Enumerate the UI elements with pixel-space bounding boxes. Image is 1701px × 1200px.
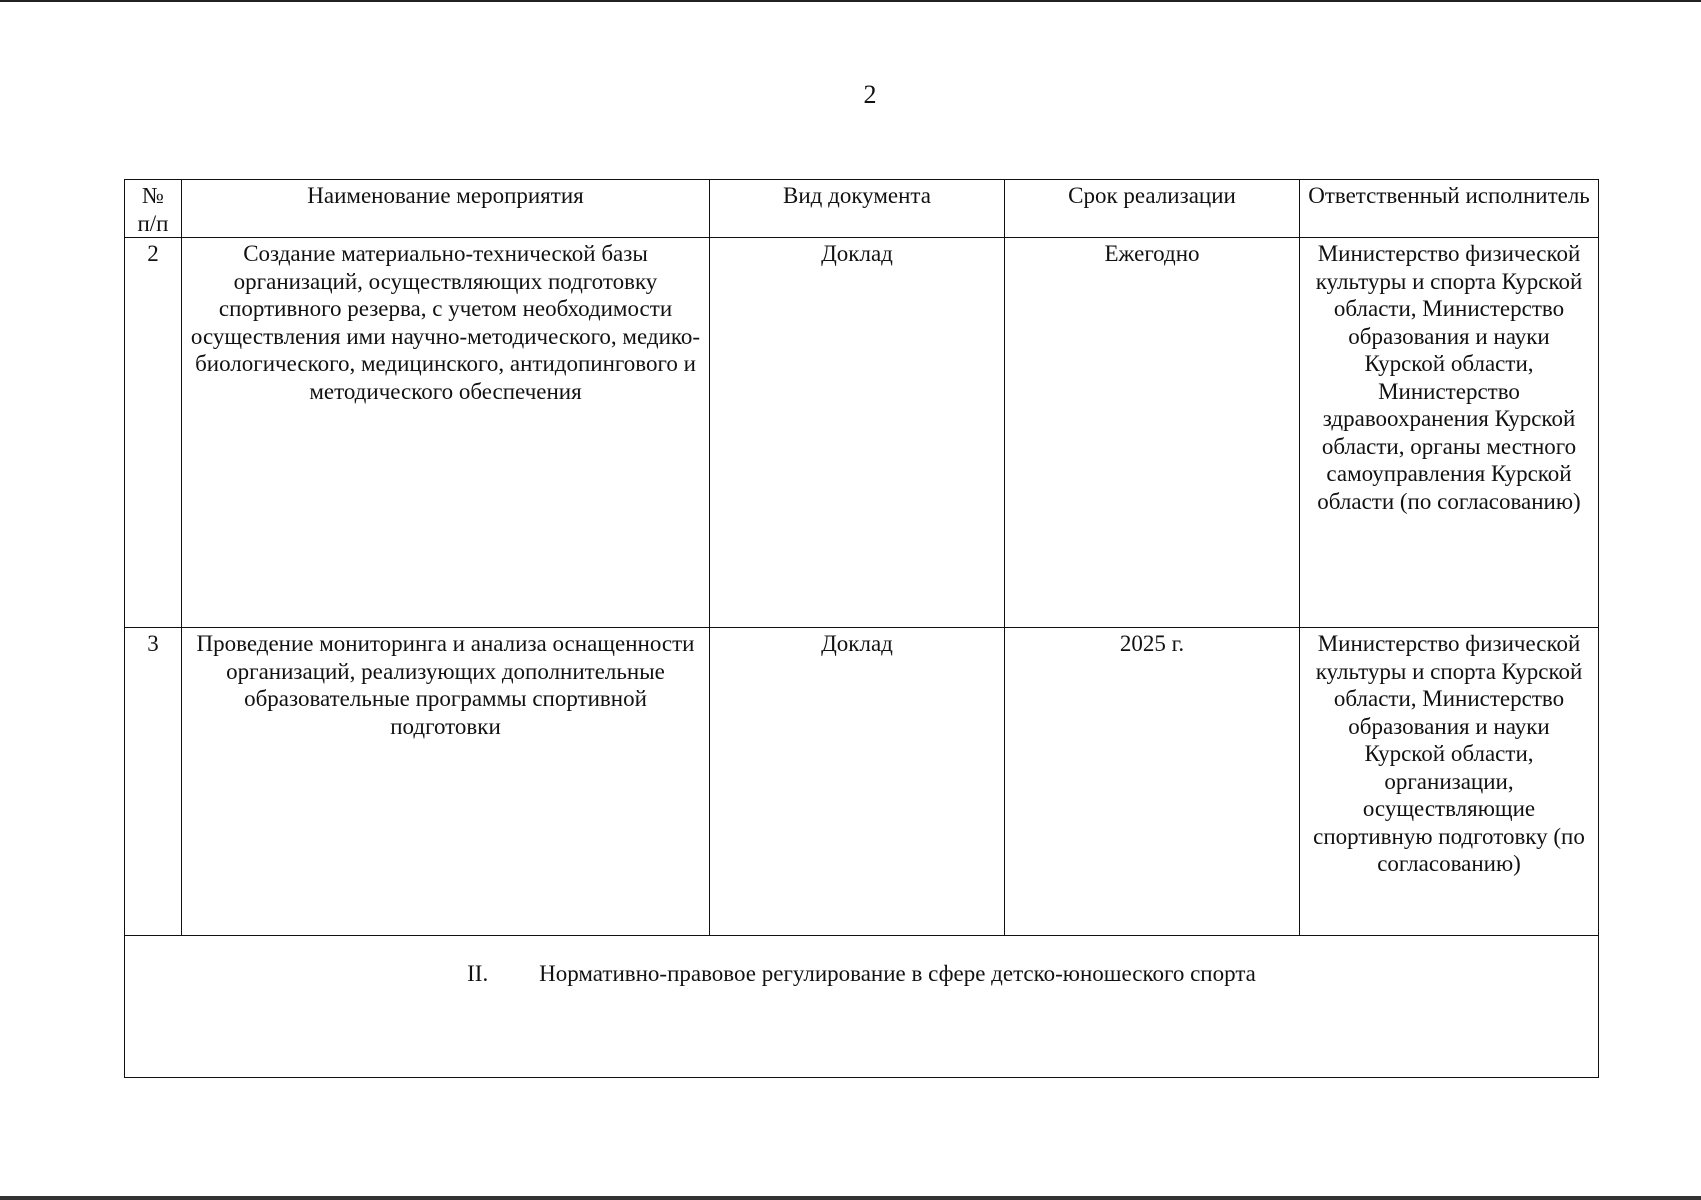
cell-num: 3 — [125, 628, 182, 936]
section-heading-row — [125, 936, 1599, 1078]
section-number: II. — [467, 961, 489, 986]
table-row — [125, 238, 1599, 628]
header-responsible: Ответственный исполнитель — [1300, 180, 1599, 238]
cell-term: 2025 г. — [1005, 628, 1300, 936]
table-row — [125, 628, 1599, 936]
header-term: Срок реализации — [1005, 180, 1300, 238]
events-table — [124, 179, 1599, 1078]
cell-doc-type: Доклад — [710, 628, 1005, 936]
cell-responsible: Министерство физической культуры и спорта Курской области, Министерство образования и науки Курской области, организации, осуществляющие спортивную подготовку (по согласованию) — [1300, 628, 1599, 936]
scan-edge-top — [0, 0, 1701, 2]
header-num: № п/п — [125, 180, 182, 238]
table-header-row — [125, 180, 1599, 238]
section-heading-cell — [125, 936, 1599, 1078]
page-number: 2 — [863, 80, 877, 109]
cell-term: Ежегодно — [1005, 238, 1300, 628]
header-name: Наименование мероприятия — [182, 180, 710, 238]
cell-name: Проведение мониторинга и анализа оснащенности организаций, реализующих дополнительные образовательные программы спортивной подготовки — [182, 628, 710, 936]
cell-responsible: Министерство физической культуры и спорта Курской области, Министерство образования и науки Курской области, Министерство здравоохранения Курской области, органы местного самоуправления Курской области (по согласованию) — [1300, 238, 1599, 628]
cell-num: 2 — [125, 238, 182, 628]
cell-doc-type: Доклад — [710, 238, 1005, 628]
cell-name: Создание материально-технической базы организаций, осуществляющих подготовку спортивного резерва, с учетом необходимости осуществления ими научно-методического, медико-биологического, медицинского, антидопингового и методического обеспечения — [182, 238, 710, 628]
header-doc-type: Вид документа — [710, 180, 1005, 238]
section-title: Нормативно-правовое регулирование в сфере детско-юношеского спорта — [539, 961, 1256, 986]
scan-edge-bottom — [0, 1196, 1701, 1200]
